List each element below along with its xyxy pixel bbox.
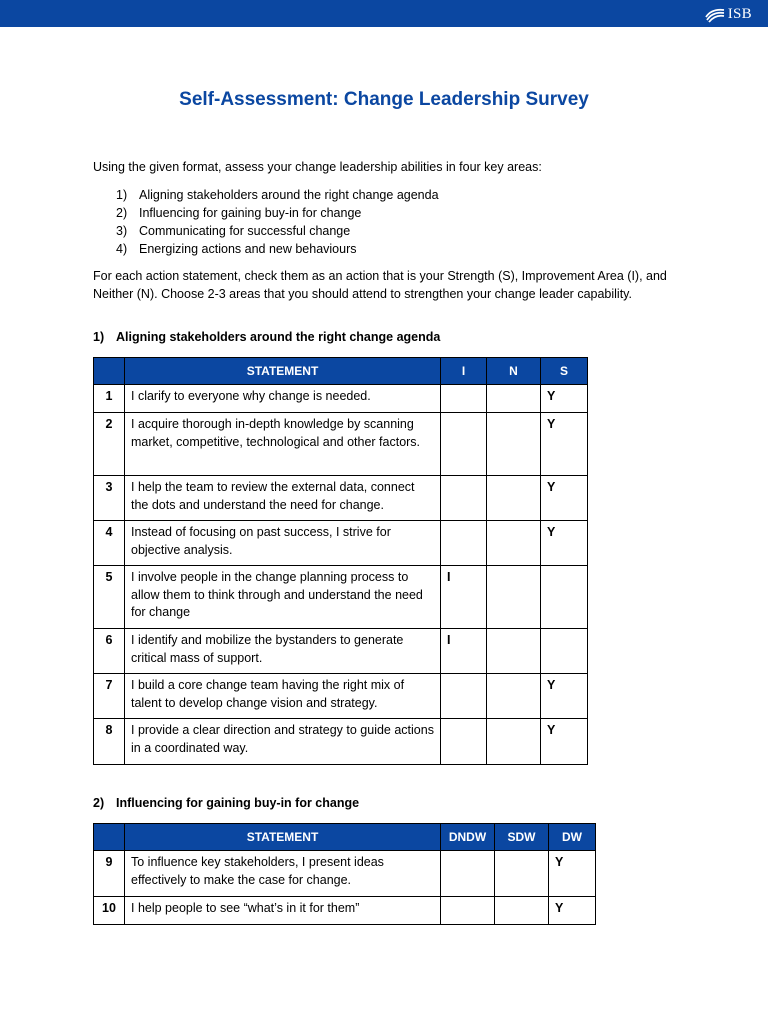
dw-header: DW (549, 824, 596, 851)
table-row (94, 629, 588, 674)
dndw-cell[interactable] (441, 897, 495, 925)
statement-cell: To influence key stakeholders, I present ideas effectively to make the case for change. (125, 851, 441, 897)
table-row (94, 851, 596, 897)
dndw-header: DNDW (441, 824, 495, 851)
sdw-header: SDW (495, 824, 549, 851)
table-header-row (94, 358, 588, 385)
row-index: 4 (94, 521, 125, 566)
strength-header: S (541, 358, 588, 385)
table-row (94, 897, 596, 925)
intro-text: Using the given format, assess your change leadership abilities in four key areas: (93, 160, 542, 174)
neither-cell[interactable] (487, 413, 541, 476)
improvement-cell[interactable] (441, 476, 487, 521)
isb-logo (704, 4, 752, 24)
row-index: 10 (94, 897, 125, 925)
row-index: 6 (94, 629, 125, 674)
statement-header: STATEMENT (125, 358, 441, 385)
row-index: 9 (94, 851, 125, 897)
statement-cell: I build a core change team having the right mix of talent to develop change vision and strategy. (125, 674, 441, 719)
statement-cell: I provide a clear direction and strategy to guide actions in a coordinated way. (125, 719, 441, 765)
table-row (94, 385, 588, 413)
neither-cell[interactable] (487, 674, 541, 719)
area-label: Communicating for successful change (139, 224, 351, 238)
statement-cell: I acquire thorough in-depth knowledge by scanning market, competitive, technological and other factors. (125, 413, 441, 476)
improvement-cell[interactable]: I (441, 566, 487, 629)
strength-cell[interactable] (541, 566, 588, 629)
area-item (116, 222, 439, 240)
area-number: 4) (116, 242, 128, 256)
improvement-cell[interactable] (441, 385, 487, 413)
statement-cell: I involve people in the change planning process to allow them to think through and understand the need for change (125, 566, 441, 629)
row-index: 5 (94, 566, 125, 629)
neither-cell[interactable] (487, 566, 541, 629)
section-title: Influencing for gaining buy-in for change (116, 796, 360, 810)
dndw-cell[interactable] (441, 851, 495, 897)
area-label: Energizing actions and new behaviours (139, 242, 357, 256)
areas-list (116, 186, 439, 258)
table-row (94, 413, 588, 476)
table-row (94, 674, 588, 719)
section-title: Aligning stakeholders around the right change agenda (116, 330, 441, 344)
table-row (94, 566, 588, 629)
improvement-header: I (441, 358, 487, 385)
strength-cell[interactable]: Y (541, 385, 588, 413)
statement-cell: I help people to see “what’s in it for them” (125, 897, 441, 925)
area-number: 2) (116, 206, 128, 220)
survey-table-1 (93, 357, 588, 765)
table-row (94, 719, 588, 765)
statement-cell: I identify and mobilize the bystanders to generate critical mass of support. (125, 629, 441, 674)
index-header (94, 358, 125, 385)
strength-cell[interactable]: Y (541, 674, 588, 719)
section-2-heading (93, 796, 359, 810)
improvement-cell[interactable]: I (441, 629, 487, 674)
table-header-row (94, 824, 596, 851)
statement-cell: Instead of focusing on past success, I strive for objective analysis. (125, 521, 441, 566)
neither-cell[interactable] (487, 629, 541, 674)
logo-text: ISB (727, 5, 752, 22)
statement-header: STATEMENT (125, 824, 441, 851)
row-index: 8 (94, 719, 125, 765)
table-row (94, 476, 588, 521)
row-index: 3 (94, 476, 125, 521)
sdw-cell[interactable] (495, 851, 549, 897)
area-label: Influencing for gaining buy-in for change (139, 206, 362, 220)
neither-header: N (487, 358, 541, 385)
improvement-cell[interactable] (441, 413, 487, 476)
neither-cell[interactable] (487, 476, 541, 521)
improvement-cell[interactable] (441, 521, 487, 566)
strength-cell[interactable] (541, 629, 588, 674)
index-header (94, 824, 125, 851)
dw-cell[interactable]: Y (549, 897, 596, 925)
page-title: Self-Assessment: Change Leadership Survey (179, 89, 589, 110)
strength-cell[interactable]: Y (541, 413, 588, 476)
strength-cell[interactable]: Y (541, 521, 588, 566)
neither-cell[interactable] (487, 719, 541, 765)
header-bar (0, 0, 768, 27)
section-1-heading (93, 330, 440, 344)
strength-cell[interactable]: Y (541, 719, 588, 765)
area-label: Aligning stakeholders around the right change agenda (139, 188, 439, 202)
area-item (116, 186, 439, 204)
row-index: 7 (94, 674, 125, 719)
row-index: 2 (94, 413, 125, 476)
improvement-cell[interactable] (441, 674, 487, 719)
area-item (116, 204, 439, 222)
survey-table-2 (93, 823, 596, 925)
area-number: 1) (116, 188, 128, 202)
sdw-cell[interactable] (495, 897, 549, 925)
instructions-text: For each action statement, check them as an action that is your Strength (S), Improvement Area (I), and Neither (N). Choose 2-3 areas that you should attend to strengthen your change leader capability. (93, 269, 667, 301)
row-index: 1 (94, 385, 125, 413)
neither-cell[interactable] (487, 521, 541, 566)
dw-cell[interactable]: Y (549, 851, 596, 897)
improvement-cell[interactable] (441, 719, 487, 765)
table-row (94, 521, 588, 566)
area-item (116, 240, 439, 258)
statement-cell: I clarify to everyone why change is needed. (125, 385, 441, 413)
isb-emblem-icon (704, 5, 726, 23)
statement-cell: I help the team to review the external data, connect the dots and understand the need for change. (125, 476, 441, 521)
section-number: 1) (93, 330, 105, 344)
strength-cell[interactable]: Y (541, 476, 588, 521)
area-number: 3) (116, 224, 128, 238)
neither-cell[interactable] (487, 385, 541, 413)
section-number: 2) (93, 796, 105, 810)
